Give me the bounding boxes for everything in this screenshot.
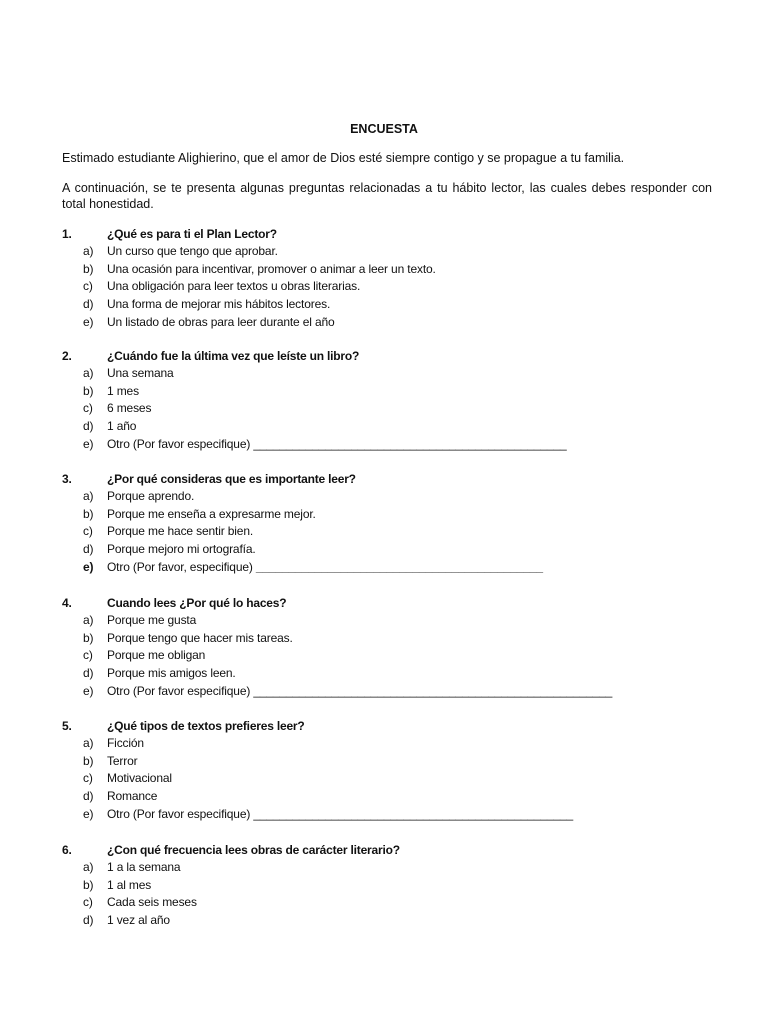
option-b: b) 1 al mes <box>83 877 152 892</box>
question-heading <box>62 225 722 243</box>
question-number: 1. <box>62 227 72 241</box>
option-a: a) Un curso que tengo que aprobar. <box>83 244 278 258</box>
question-number: 2. <box>62 349 72 363</box>
option-b: b) Porque me enseña a expresarme mejor. <box>83 506 316 521</box>
answer-line: ____________________________________________ <box>255 559 543 574</box>
greeting-text: Estimado estudiante Alighierino, que el amor de Dios esté siempre contigo y se propague a tu familia. <box>62 151 625 165</box>
option-b: b) Porque tengo que hacer mis tareas. <box>83 630 293 645</box>
question-heading <box>62 594 722 612</box>
option-c: c) Porque me obligan <box>83 648 206 663</box>
question-number: 3. <box>62 472 72 486</box>
intro-text: A continuación, se te presenta algunas preguntas relacionadas a tu hábito lector, las cuales debes responder con total honestidad. <box>62 181 712 211</box>
option-d: d) 1 año <box>83 419 137 434</box>
option-e: e) Otro (Por favor especifique) ________________________________________________ <box>83 436 567 451</box>
option-d: d) 1 vez al año <box>83 913 170 928</box>
question-text: Cuando lees ¿Por qué lo haces? <box>107 596 287 610</box>
option-d: d) Porque mis amigos leen. <box>83 666 236 681</box>
option-c: c) Una obligación para leer textos u obras literarias. <box>83 279 361 294</box>
question-heading <box>62 841 722 859</box>
question-heading <box>62 347 722 365</box>
question-5 <box>62 717 722 823</box>
question-heading <box>62 717 722 735</box>
option-d: d) Romance <box>83 789 158 804</box>
option-c: c) Cada seis meses <box>83 895 197 910</box>
question-text: ¿Qué tipos de textos prefieres leer? <box>107 719 305 733</box>
question-number: 5. <box>62 719 72 733</box>
option-e: e) Otro (Por favor, especifique) ____________________________________________ <box>83 559 543 574</box>
question-2 <box>62 347 722 453</box>
option-b: b) Una ocasión para incentivar, promover o animar a leer un texto. <box>83 261 436 276</box>
option-b: b) Terror <box>83 753 138 768</box>
option-a: a) Ficción <box>83 736 144 750</box>
question-text: ¿Con qué frecuencia lees obras de carácter literario? <box>107 843 400 857</box>
option-e: e) Otro (Por favor especifique) _______________________________________________________ <box>83 683 613 698</box>
question-3 <box>62 470 722 576</box>
question-text: ¿Por qué consideras que es importante leer? <box>107 472 356 486</box>
option-c: c) Porque me hace sentir bien. <box>83 524 254 539</box>
option-e: e) Otro (Por favor especifique) _________________________________________________ <box>83 806 574 821</box>
option-d: d) Porque mejoro mi ortografía. <box>83 542 256 557</box>
option-a: a) Porque me gusta <box>83 613 197 627</box>
question-6 <box>62 841 722 930</box>
option-c: c) Motivacional <box>83 771 172 786</box>
question-4 <box>62 594 722 700</box>
option-a: a) Una semana <box>83 366 174 380</box>
option-d: d) Una forma de mejorar mis hábitos lectores. <box>83 297 331 312</box>
question-text: ¿Qué es para ti el Plan Lector? <box>107 227 277 241</box>
question-number: 4. <box>62 596 72 610</box>
option-a: a) Porque aprendo. <box>83 489 195 503</box>
option-e: e) Un listado de obras para leer durante el año <box>83 314 335 329</box>
option-a: a) 1 a la semana <box>83 860 181 874</box>
question-heading <box>62 470 722 488</box>
question-1 <box>62 225 722 331</box>
question-text: ¿Cuándo fue la última vez que leíste un libro? <box>107 349 360 363</box>
question-number: 6. <box>62 843 72 857</box>
option-c: c) 6 meses <box>83 401 152 416</box>
option-b: b) 1 mes <box>83 383 139 398</box>
page-title: ENCUESTA <box>350 122 418 136</box>
